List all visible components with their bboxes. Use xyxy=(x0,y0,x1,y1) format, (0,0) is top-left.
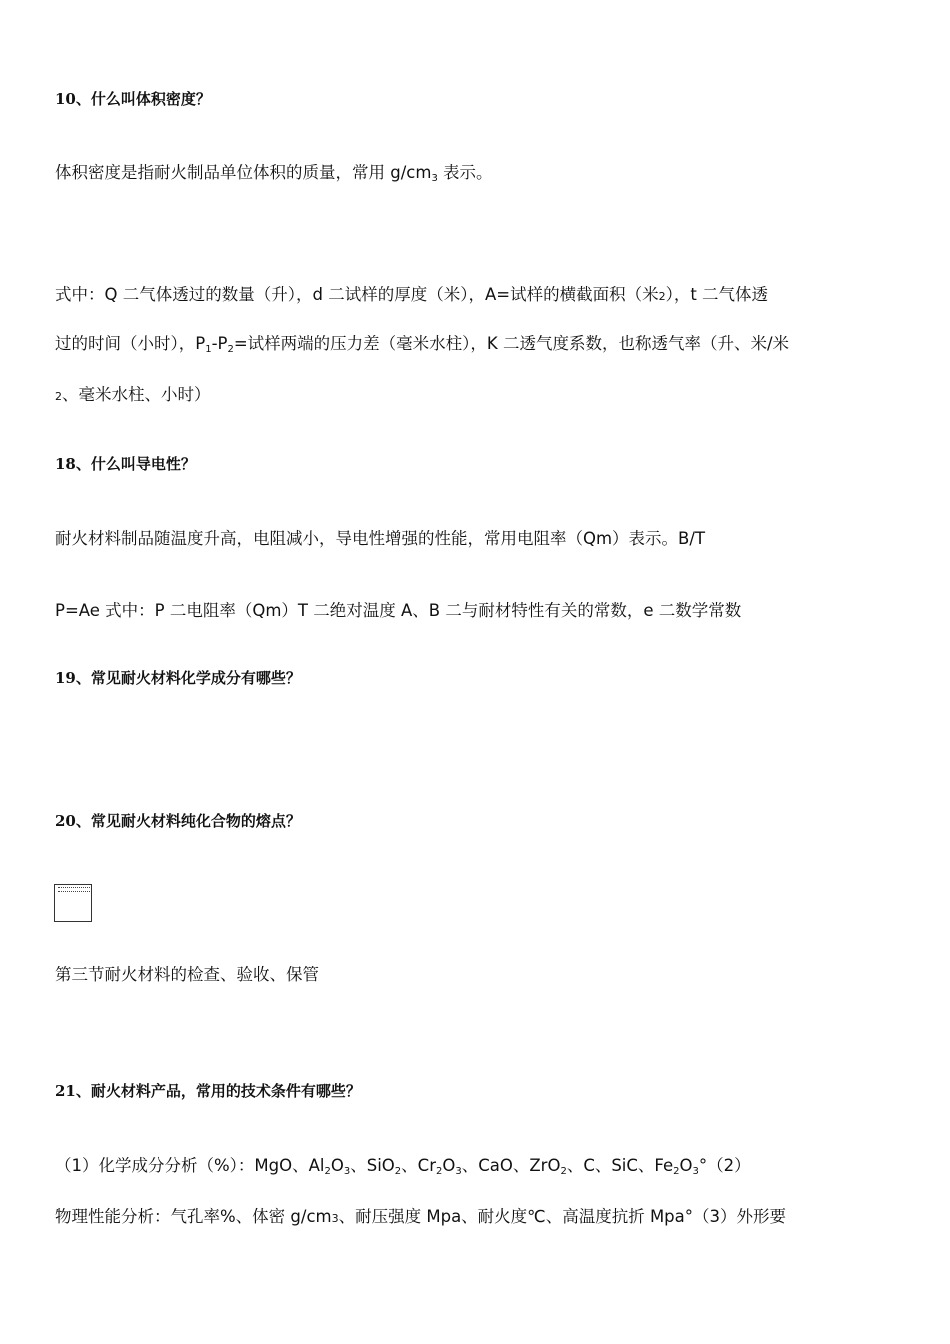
q21-line-1-s6: 2 xyxy=(560,1166,567,1177)
permeability-line-2-mid: -P xyxy=(211,334,228,353)
q21-line-1-s3: 2 xyxy=(394,1166,402,1177)
q21-line-1-b: O xyxy=(330,1156,344,1175)
figure-thumbnail-scribble xyxy=(58,887,90,892)
q10-answer xyxy=(55,159,493,184)
q21-line-2 xyxy=(55,1203,786,1227)
q21-line-2-s1: 3 xyxy=(331,1212,339,1225)
q21-line-1-s1: 2 xyxy=(324,1166,331,1177)
section3-title: 第三节耐火材料的检查、验收、保管 xyxy=(55,965,319,984)
q21-line-1-s5: 3 xyxy=(455,1166,462,1177)
q21-line-1-i: °（2） xyxy=(698,1156,751,1175)
q21-line-1-s7: 2 xyxy=(673,1166,680,1177)
permeability-line-2 xyxy=(55,330,789,355)
permeability-line-3 xyxy=(55,381,211,405)
q21-line-1-text: （1）化学成分分析（%）：MgO、Al xyxy=(55,1156,325,1175)
q21-line-1-g: 、C、SiC、Fe xyxy=(566,1156,674,1175)
q21-line-1-e: O xyxy=(442,1156,456,1175)
permeability-line-1 xyxy=(55,281,768,305)
permeability-line-2-end: =试样两端的压力差（毫米水柱），K 二透气度系数，也称透气率（升、米/米 xyxy=(233,334,790,353)
q21-heading: 21、耐火材料产品，常用的技术条件有哪些？ xyxy=(55,1082,361,1100)
q18-formula: P=Ae 式中：P 二电阻率（Qm）T 二绝对温度 A、B 二与耐材特性有关的常数，e 二数学常数 xyxy=(55,601,742,620)
q19-heading: 19、常见耐火材料化学成分有哪些？ xyxy=(55,669,301,687)
q10-answer-end: 表示。 xyxy=(437,163,493,182)
q10-answer-unit-sup: 3 xyxy=(431,173,438,184)
permeability-line-3-text: 、毫米水柱、小时） xyxy=(62,385,211,404)
q21-line-1-d: 、Cr xyxy=(401,1156,436,1175)
permeability-line-3-sub: 2 xyxy=(55,390,62,403)
q21-line-2-text: 物理性能分析：气孔率%、体密 g/cm xyxy=(55,1207,332,1226)
q21-line-1-c: 、SiO xyxy=(350,1156,395,1175)
q18-answer: 耐火材料制品随温度升高，电阻减小，导电性增强的性能，常用电阻率（Qm）表示。B/T xyxy=(55,529,706,548)
q21-line-1 xyxy=(55,1152,751,1177)
q21-line-1-s4: 2 xyxy=(435,1166,443,1177)
permeability-line-1-text: 式中：Q 二气体透过的数量（升），d 二试样的厚度（米），A=试样的横截面积（米 xyxy=(55,285,659,304)
permeability-line-1-end: ），t 二气体透 xyxy=(665,285,769,304)
q10-heading: 10、什么叫体积密度？ xyxy=(55,90,211,108)
q21-line-1-s8: 3 xyxy=(692,1166,699,1177)
q20-heading: 20、常见耐火材料纯化合物的熔点？ xyxy=(55,812,301,830)
permeability-line-2-sub2: 2 xyxy=(227,344,234,355)
q21-line-1-f: 、CaO、ZrO xyxy=(461,1156,561,1175)
q10-answer-text: 体积密度是指耐火制品单位体积的质量，常用 g/cm xyxy=(55,163,432,182)
permeability-line-1-sub: 2 xyxy=(658,290,666,303)
q21-line-1-s2: 3 xyxy=(343,1166,351,1177)
permeability-line-2-sub1: 1 xyxy=(205,344,212,355)
melting-point-figure-placeholder xyxy=(54,884,92,922)
q18-heading: 18、什么叫导电性？ xyxy=(55,455,196,473)
q21-line-1-h: O xyxy=(679,1156,693,1175)
q21-line-2-end: 、耐压强度 Mpa、耐火度℃、高温度抗折 Mpa°（3）外形要 xyxy=(338,1207,787,1226)
permeability-line-2-text: 过的时间（小时），P xyxy=(55,334,206,353)
